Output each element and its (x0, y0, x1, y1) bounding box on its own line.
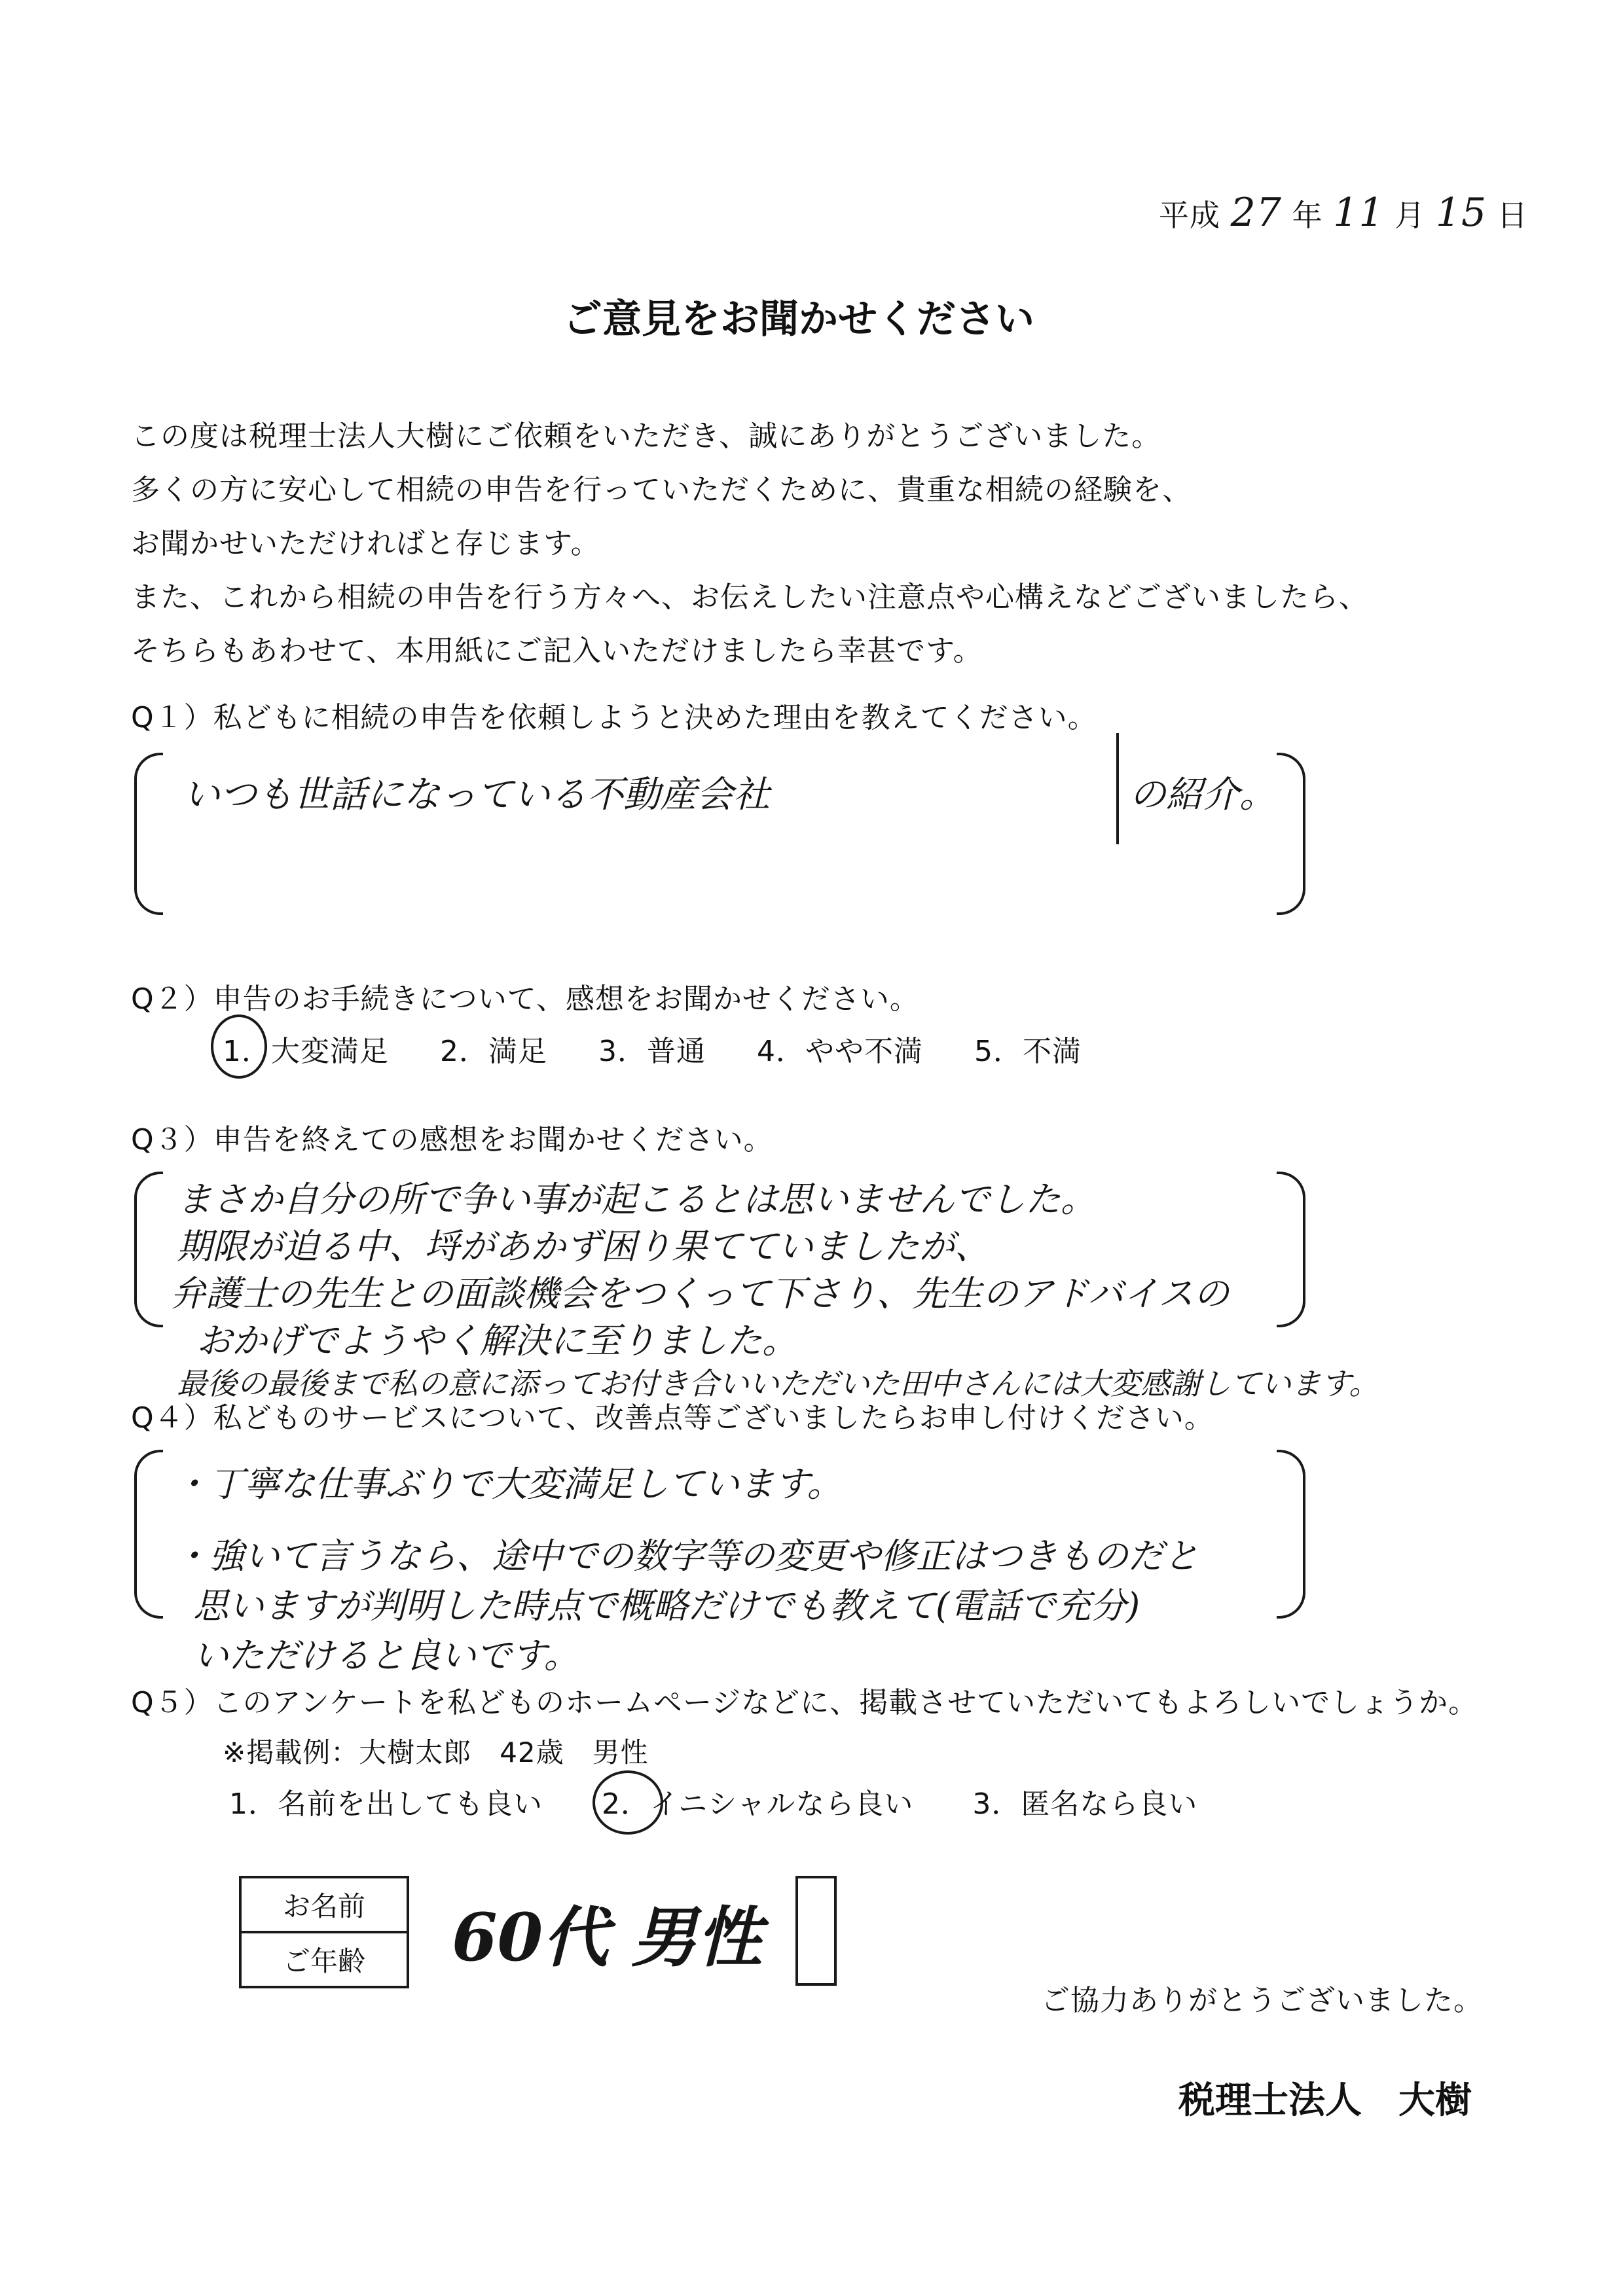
name-age-table (239, 1876, 409, 1988)
q3-answer-line: おかげでようやく解決に至りました。 (196, 1320, 797, 1361)
date-month-unit: 月 (1395, 198, 1426, 233)
intro-line: そちらもあわせて、本用紙にご記入いただけましたら幸甚です。 (131, 634, 983, 668)
form-answer-box (795, 1876, 837, 1986)
page-title: ご意見をお聞かせください (563, 296, 1034, 342)
q2-option-3: 3．普通 (598, 1035, 706, 1068)
thanks-text: ご協力ありがとうございました。 (1041, 1984, 1483, 2017)
q3-answer-line: まさか自分の所で争い事が起こるとは思いませんでした。 (177, 1179, 1096, 1220)
q2-option-4: 4．やや不満 (757, 1035, 923, 1068)
q5-option-3: 3．匿名なら良い (972, 1787, 1198, 1821)
q4-bracket-right (1277, 1450, 1305, 1619)
form-answer: 60代 男性 (452, 1899, 762, 1976)
q3-answer-line: 期限が迫る中、埒があかず困り果てていましたが、 (177, 1226, 990, 1267)
date-line (1159, 190, 1528, 236)
q4-bracket-left (134, 1450, 163, 1619)
date-day-unit: 日 (1497, 198, 1528, 233)
q3-answer-line: 最後の最後まで私の意に添ってお付き合いいただいた田中さんには大変感謝しています。 (177, 1366, 1379, 1401)
intro-line: この度は税理士法人大樹にご依頼をいただき、誠にありがとうございました。 (131, 420, 1161, 453)
intro-line: お聞かせいただければと存じます。 (131, 527, 600, 560)
q4-answer (173, 1456, 1199, 1677)
q4-question: Q４）私どものサービスについて、改善点等ございましたらお申し付けください。 (131, 1401, 1214, 1435)
q1-divider (1116, 733, 1119, 844)
q1-bracket-left (134, 753, 163, 915)
q5-question: Q５）このアンケートを私どものホームページなどに、掲載させていただいてもよろしいでしょうか。 (131, 1686, 1478, 1719)
q2-option-2: 2．満足 (440, 1035, 547, 1068)
q5-example: ※掲載例：大樹太郎 42歳 男性 (223, 1736, 649, 1768)
age-label: ご年齢 (240, 1932, 408, 1987)
q1-question: Q１）私どもに相続の申告を依頼しようと決めた理由を教えてください。 (131, 701, 1097, 734)
q3-answer (170, 1172, 1379, 1407)
q4-answer-line: いただけると良いです。 (193, 1635, 579, 1676)
name-row (240, 1877, 408, 1932)
date-month: 11 (1333, 190, 1385, 236)
q2-selection-circle (211, 1014, 267, 1079)
date-year: 27 (1230, 190, 1282, 236)
q5-option-1: 1．名前を出しても良い (229, 1787, 543, 1821)
q3-question: Q３）申告を終えての感想をお聞かせください。 (131, 1123, 773, 1157)
q4-answer-line: 思いますが判明した時点で概略だけでも教えて(電話で充分) (193, 1585, 1140, 1626)
q1-answer-left: いつも世話になっている不動産会社 (183, 774, 770, 816)
age-row (240, 1932, 408, 1987)
q5-options (229, 1780, 1277, 1822)
q5-selection-circle (593, 1770, 663, 1835)
date-day: 15 (1435, 190, 1487, 236)
signature: 税理士法人 大樹 (1178, 2079, 1472, 2122)
q4-answer-line: ・丁寧な仕事ぶりで大変満足しています。 (173, 1463, 843, 1505)
q2-question: Q２）申告のお手続きについて、感想をお聞かせください。 (131, 982, 919, 1016)
intro-text (131, 412, 1368, 681)
q2-options (223, 1028, 1205, 1069)
intro-line: また、これから相続の申告を行う方々へ、お伝えしたい注意点や心構えなどございましたら、 (131, 581, 1368, 614)
date-year-unit: 年 (1292, 198, 1323, 233)
q4-answer-line: ・強いて言うなら、途中での数字等の変更や修正はつきものだと (173, 1535, 1199, 1577)
q2-option-1: 1．大変満足 (223, 1035, 389, 1068)
q3-bracket-left (134, 1172, 163, 1327)
q1-answer-right: の紹介。 (1129, 774, 1276, 816)
q5-option-2: 2．イニシャルなら良い (602, 1787, 914, 1821)
q2-option-5: 5．不満 (974, 1035, 1082, 1068)
date-era: 平成 (1159, 198, 1220, 233)
q1-bracket-right (1277, 753, 1305, 915)
intro-line: 多くの方に安心して相続の申告を行っていただくために、貴重な相続の経験を、 (131, 473, 1192, 507)
name-label: お名前 (240, 1877, 408, 1932)
q3-answer-line: 弁護士の先生との面談機会をつくって下さり、先生のアドバイスの (170, 1273, 1230, 1314)
